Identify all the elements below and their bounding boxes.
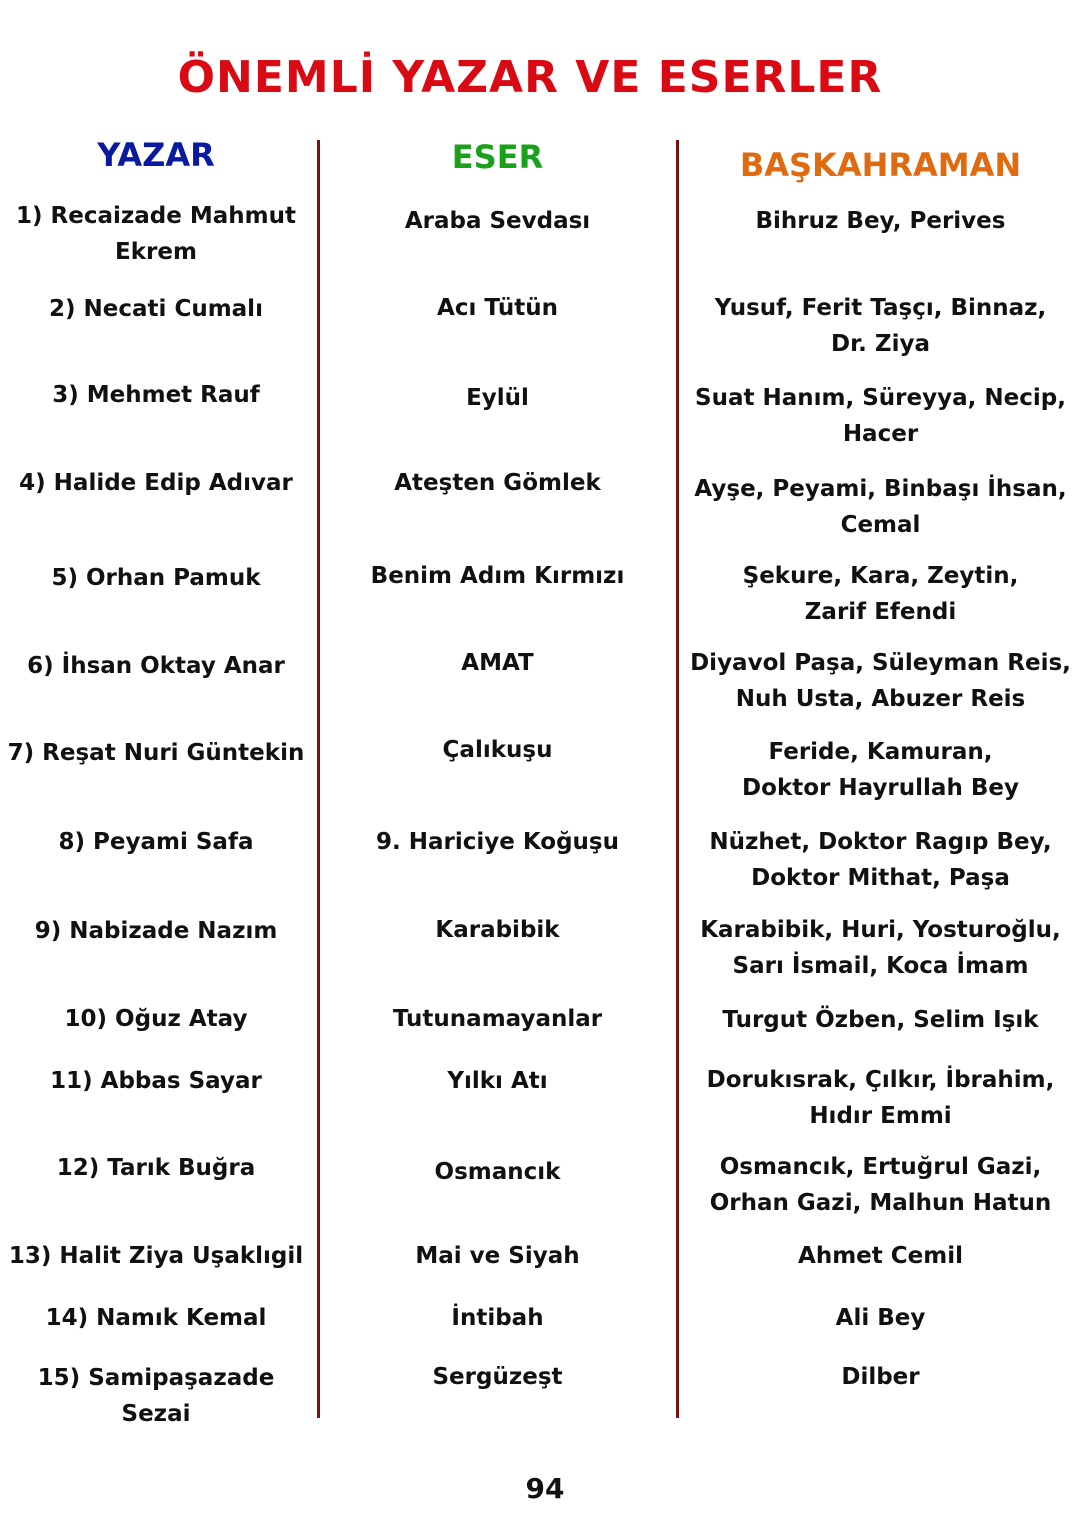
author-cell: 4) Halide Edip Adıvar <box>19 470 293 496</box>
author-cell: 12) Tarık Buğra <box>56 1155 256 1181</box>
work-cell: Ateşten Gömlek <box>394 470 601 496</box>
protagonist-cell: Diyavol Paşa, Süleyman Reis, Nuh Usta, Abuzer Reis <box>690 650 1071 712</box>
author-cell: 15) Samipaşazade Sezai <box>37 1365 275 1427</box>
protagonist-cell: Dorukısrak, Çılkır, İbrahim, Hıdır Emmi <box>706 1067 1055 1129</box>
work-cell: Mai ve Siyah <box>415 1243 580 1269</box>
column-divider-left <box>317 140 320 1418</box>
work-cell: Tutunamayanlar <box>392 1006 603 1032</box>
protagonist-cell: Ahmet Cemil <box>798 1243 963 1269</box>
work-cell: Osmancık <box>434 1159 561 1185</box>
protagonist-cell: Turgut Özben, Selim Işık <box>722 1007 1039 1033</box>
author-cell: 14) Namık Kemal <box>45 1305 267 1331</box>
author-cell: 9) Nabizade Nazım <box>34 918 278 944</box>
work-cell: AMAT <box>461 650 534 676</box>
author-cell: 5) Orhan Pamuk <box>51 565 261 591</box>
author-cell: 11) Abbas Sayar <box>50 1068 262 1094</box>
work-cell: Acı Tütün <box>437 295 558 321</box>
author-cell: 3) Mehmet Rauf <box>52 382 260 408</box>
protagonist-cell: Nüzhet, Doktor Ragıp Bey, Doktor Mithat, Paşa <box>709 829 1052 891</box>
protagonist-cell: Karabibik, Huri, Yosturoğlu, Sarı İsmail, Koca İmam <box>700 917 1061 979</box>
header-protagonist: BAŞKAHRAMAN <box>739 146 1022 184</box>
author-cell: 1) Recaizade Mahmut Ekrem <box>16 203 296 265</box>
work-cell: 9. Hariciye Koğuşu <box>376 829 619 855</box>
work-cell: Sergüzeşt <box>432 1364 563 1390</box>
work-cell: Araba Sevdası <box>404 208 591 234</box>
page-title: ÖNEMLİ YAZAR VE ESERLER <box>177 52 883 103</box>
protagonist-cell: Şekure, Kara, Zeytin, Zarif Efendi <box>742 563 1019 625</box>
work-cell: Benim Adım Kırmızı <box>370 563 625 589</box>
protagonist-cell: Dilber <box>841 1364 920 1390</box>
author-cell: 8) Peyami Safa <box>58 829 254 855</box>
protagonist-cell: Bihruz Bey, Perives <box>755 208 1006 234</box>
protagonist-cell: Suat Hanım, Süreyya, Necip, Hacer <box>695 385 1066 447</box>
work-cell: Eylül <box>466 385 529 411</box>
protagonist-cell: Ayşe, Peyami, Binbaşı İhsan, Cemal <box>694 476 1067 538</box>
author-cell: 7) Reşat Nuri Güntekin <box>7 740 305 766</box>
column-divider-right <box>676 140 679 1418</box>
protagonist-cell: Ali Bey <box>835 1305 926 1331</box>
author-cell: 13) Halit Ziya Uşaklıgil <box>8 1243 304 1269</box>
work-cell: İntibah <box>451 1305 544 1331</box>
author-cell: 2) Necati Cumalı <box>49 296 263 322</box>
author-cell: 6) İhsan Oktay Anar <box>27 653 285 679</box>
page-number: 94 <box>525 1472 565 1505</box>
protagonist-cell: Osmancık, Ertuğrul Gazi, Orhan Gazi, Malhun Hatun <box>709 1154 1052 1216</box>
protagonist-cell: Feride, Kamuran, Doktor Hayrullah Bey <box>742 739 1019 801</box>
header-work: ESER <box>451 138 544 176</box>
work-cell: Karabibik <box>435 917 560 943</box>
work-cell: Çalıkuşu <box>442 737 553 763</box>
author-cell: 10) Oğuz Atay <box>64 1006 248 1032</box>
protagonist-cell: Yusuf, Ferit Taşçı, Binnaz, Dr. Ziya <box>714 295 1047 357</box>
work-cell: Yılkı Atı <box>447 1068 548 1094</box>
header-author: YAZAR <box>97 136 215 174</box>
